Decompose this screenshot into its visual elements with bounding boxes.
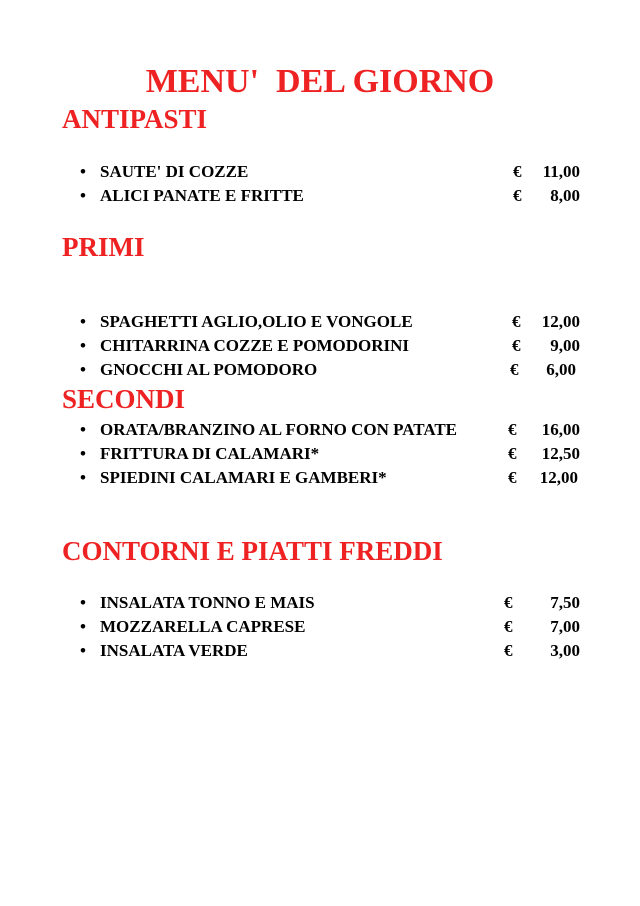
euro-sign: € <box>508 444 517 463</box>
item-name: SPAGHETTI AGLIO,OLIO E VONGOLE <box>100 312 413 331</box>
bullet-icon: • <box>80 444 86 463</box>
menu-title: MENU' DEL GIORNO <box>145 63 495 100</box>
item-price: 6,00 <box>546 360 576 379</box>
item-name: FRITTURA DI CALAMARI* <box>100 444 320 463</box>
item-name: INSALATA VERDE <box>100 641 248 660</box>
item-name: ORATA/BRANZINO AL FORNO CON PATATE <box>100 420 458 439</box>
menu-item <box>80 310 580 334</box>
bullet-icon: • <box>80 420 86 439</box>
item-name: SPIEDINI CALAMARI E GAMBERI* <box>100 468 387 487</box>
item-price: 12,00 <box>539 468 578 487</box>
euro-sign: € <box>512 336 521 355</box>
euro-sign: € <box>504 641 513 660</box>
bullet-icon: • <box>80 641 86 660</box>
item-name: INSALATA TONNO E MAIS <box>100 593 315 612</box>
menu-item <box>80 358 580 382</box>
bullet-icon: • <box>80 617 86 636</box>
item-price: 8,00 <box>550 186 580 205</box>
item-name: MOZZARELLA CAPRESE <box>100 617 306 636</box>
bullet-icon: • <box>80 186 86 205</box>
bullet-icon: • <box>80 593 86 612</box>
item-price: 11,00 <box>542 162 580 181</box>
bullet-icon: • <box>80 360 86 379</box>
item-name: ALICI PANATE E FRITTE <box>100 186 304 205</box>
section-heading-contorni: CONTORNI E PIATTI FREDDI <box>62 536 443 566</box>
item-name: CHITARRINA COZZE E POMODORINI <box>100 336 410 355</box>
bullet-icon: • <box>80 162 86 181</box>
bullet-icon: • <box>80 336 86 355</box>
menu-item <box>80 639 580 663</box>
euro-sign: € <box>512 312 521 331</box>
menu-item <box>80 615 580 639</box>
menu-item <box>80 334 580 358</box>
section-heading-secondi: SECONDI <box>62 384 186 414</box>
menu-item <box>80 466 580 490</box>
item-price: 12,00 <box>541 312 580 331</box>
euro-sign: € <box>508 420 517 439</box>
euro-sign: € <box>513 186 522 205</box>
item-price: 7,00 <box>550 617 580 636</box>
euro-sign: € <box>513 162 522 181</box>
bullet-icon: • <box>80 468 86 487</box>
item-price: 16,00 <box>541 420 580 439</box>
menu-item <box>80 442 580 466</box>
section-heading-antipasti: ANTIPASTI <box>62 104 208 134</box>
menu-item <box>80 418 580 442</box>
item-price: 9,00 <box>550 336 580 355</box>
item-name: GNOCCHI AL POMODORO <box>100 360 318 379</box>
euro-sign: € <box>508 468 517 487</box>
euro-sign: € <box>510 360 519 379</box>
menu-item <box>80 591 580 615</box>
item-price: 7,50 <box>550 593 580 612</box>
item-price: 3,00 <box>550 641 580 660</box>
section-heading-primi: PRIMI <box>62 232 145 262</box>
menu-item <box>80 160 580 184</box>
item-name: SAUTE' DI COZZE <box>100 162 249 181</box>
euro-sign: € <box>504 593 513 612</box>
bullet-icon: • <box>80 312 86 331</box>
euro-sign: € <box>504 617 513 636</box>
menu-item <box>80 184 580 208</box>
item-price: 12,50 <box>541 444 580 463</box>
